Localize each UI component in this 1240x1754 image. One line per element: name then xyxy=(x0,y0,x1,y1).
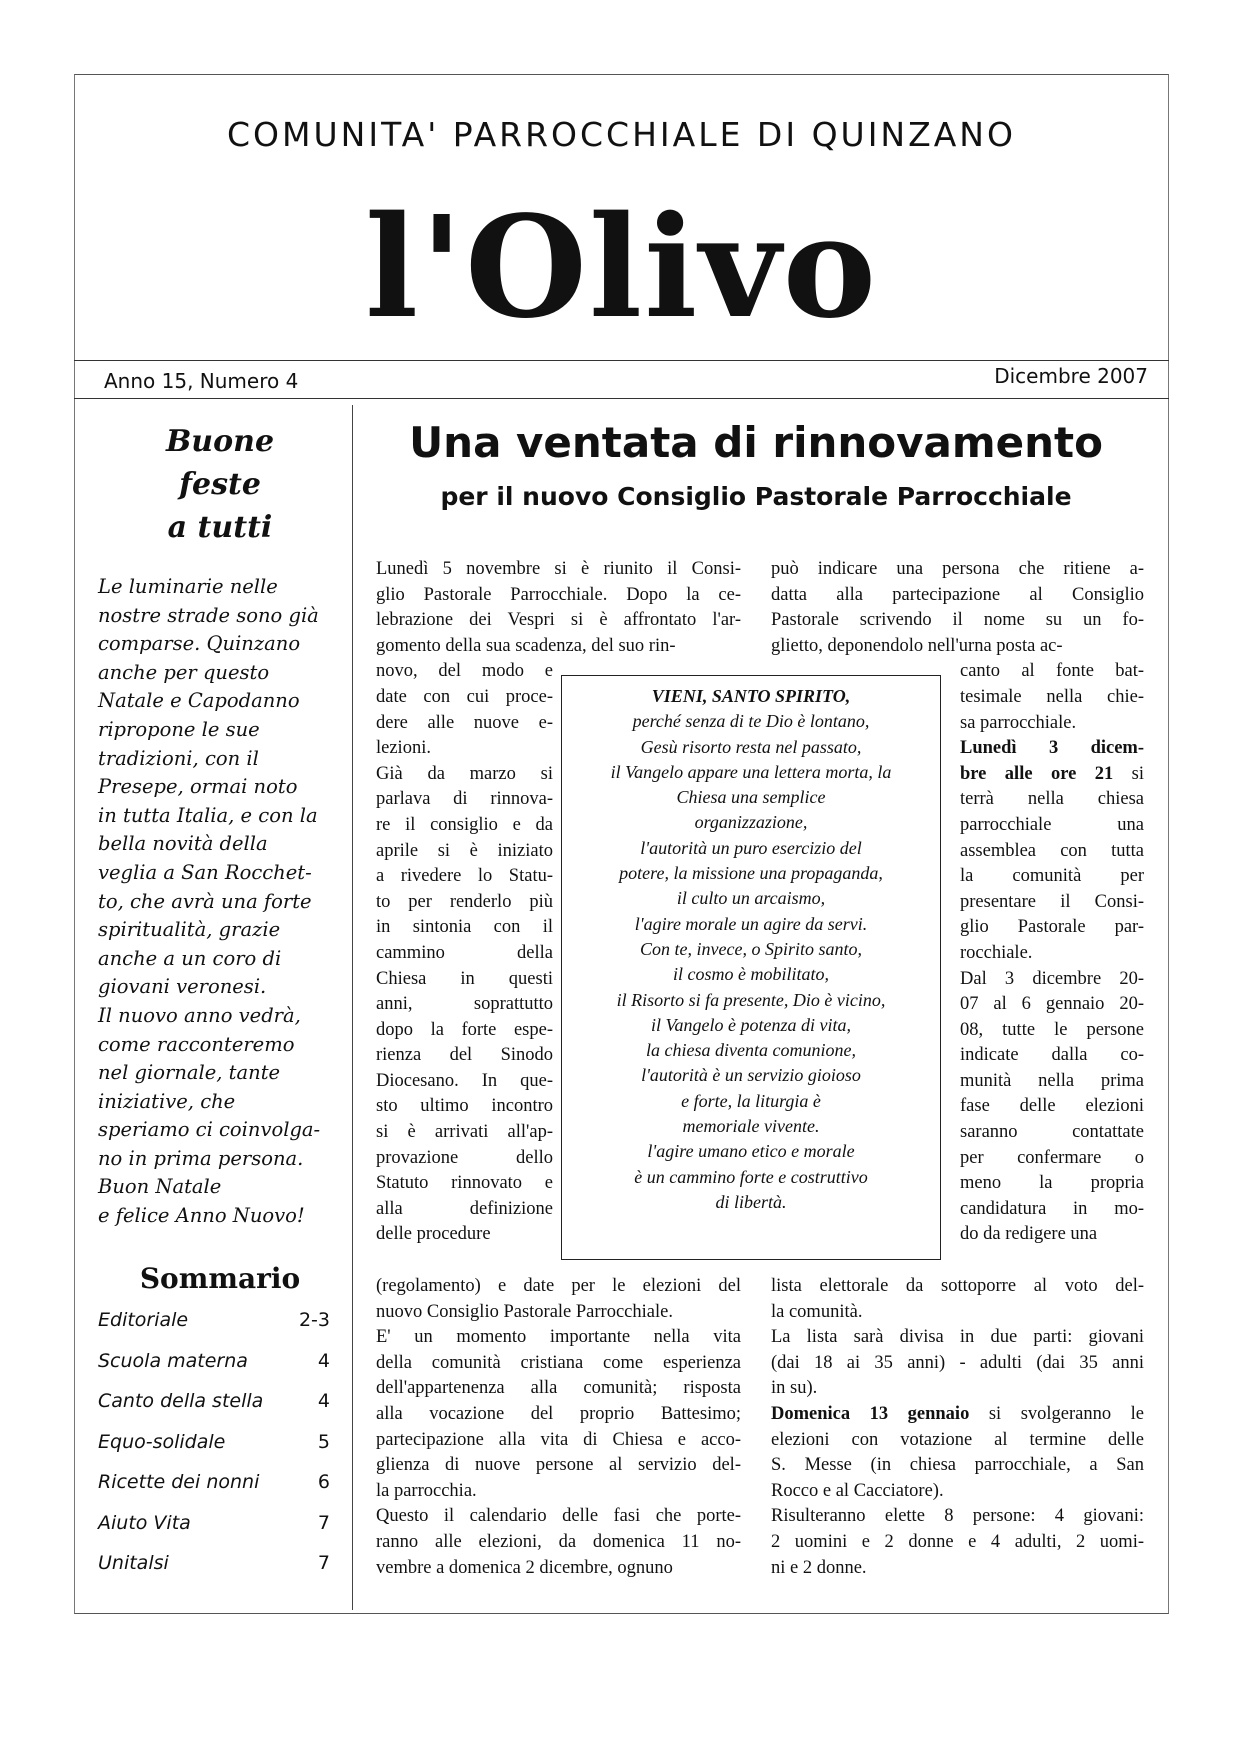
article-line: tesimale nella chie- xyxy=(960,686,1144,707)
summary-page: 5 xyxy=(317,1430,330,1453)
article-line: S. Messe (in chiesa parrocchiale, a San xyxy=(771,1455,1144,1476)
prayer-line: la chiesa diventa comunione, xyxy=(646,1040,856,1061)
editorial-line: giovani veronesi. xyxy=(98,975,267,999)
greeting-line: feste xyxy=(179,467,261,502)
summary-page: 6 xyxy=(317,1471,330,1493)
prayer-line: organizzazione, xyxy=(694,812,808,833)
editorial-line: anche per questo xyxy=(98,660,270,684)
prayer-line: il Vangelo è potenza di vita, xyxy=(651,1014,851,1035)
prayer-line: di libertà. xyxy=(715,1191,787,1212)
article-line: munità nella prima xyxy=(960,1070,1144,1091)
article-line: lista elettorale da sottoporre al voto del- xyxy=(771,1276,1144,1296)
summary-item xyxy=(98,1422,330,1463)
article-line: Lunedì 5 novembre si è riunito il Consi- xyxy=(376,559,741,579)
article-line: canto al fonte bat- xyxy=(960,661,1144,682)
article-line: terrà nella chiesa xyxy=(960,789,1144,810)
editorial-line: come racconteremo xyxy=(98,1032,295,1056)
article-line: rienza del Sinodo xyxy=(376,1045,553,1066)
article-line: Statuto rinnovato e xyxy=(376,1173,553,1194)
summary-item xyxy=(98,1341,330,1382)
prayer-line: l'agire morale un agire da servi. xyxy=(634,913,868,934)
editorial-line: spiritualità, grazie xyxy=(98,918,281,942)
editorial-line: ripropone le sue xyxy=(98,717,260,741)
article-line: date con cui proce- xyxy=(376,686,553,707)
article-subheadline: per il nuovo Consiglio Pastorale Parrocchiale xyxy=(440,482,1072,511)
editorial-line: Presepe, ormai noto xyxy=(98,775,298,799)
article-line: 08, tutte le persone xyxy=(960,1019,1144,1040)
article-line: sa parrocchiale. xyxy=(960,712,1077,733)
article-line: si è arrivati all'ap- xyxy=(376,1122,553,1143)
article-line: glio Pastorale par- xyxy=(960,917,1144,938)
editorial-line: veglia a San Rocchet- xyxy=(98,860,312,884)
article-line: dere alle nuove e- xyxy=(376,712,553,733)
article-line: Risulteranno elette 8 persone: 4 giovani: xyxy=(771,1506,1144,1527)
summary-label: Canto della stella xyxy=(98,1390,264,1412)
article-column-1-narrow xyxy=(376,659,553,1248)
prayer-line: e forte, la liturgia è xyxy=(681,1090,821,1111)
prayer-line: l'autorità è un servizio gioioso xyxy=(641,1065,861,1086)
article-line: novo, del modo e xyxy=(376,661,553,682)
editorial-line: speriamo ci coinvolga- xyxy=(98,1118,321,1142)
organization-name: COMUNITA' PARROCCHIALE DI QUINZANO xyxy=(227,115,1016,154)
editorial-line: no in prima persona. xyxy=(98,1146,304,1170)
article-line: ranno alle elezioni, da domenica 11 no- xyxy=(376,1531,741,1552)
article-line: fase delle elezioni xyxy=(960,1096,1144,1117)
prayer-line: il culto un arcaismo, xyxy=(676,888,826,909)
masthead-divider xyxy=(74,360,1169,361)
article-line: glietto, deponendolo nell'urna posta ac- xyxy=(771,635,1063,656)
article-line: ni e 2 donne. xyxy=(771,1557,867,1578)
article-line: vembre a domenica 2 dicembre, ognuno xyxy=(376,1557,673,1578)
assembly-date: Lunedì 3 dicem- xyxy=(960,738,1144,759)
editorial-line: to, che avrà una forte xyxy=(98,889,312,913)
article-line: 07 al 6 gennaio 20- xyxy=(960,994,1144,1015)
article-line: assemblea con tutta xyxy=(960,840,1144,861)
article-line: per confermare o xyxy=(960,1147,1144,1168)
article-line: parrocchiale una xyxy=(960,814,1144,835)
article-line: (regolamento) e date per le elezioni del xyxy=(376,1276,741,1296)
article-column-2-top xyxy=(771,557,1144,659)
issue-divider xyxy=(74,398,1169,399)
article-column-1-bottom xyxy=(376,1274,741,1581)
prayer-line: Chiesa una semplice xyxy=(676,787,826,808)
article-line: dell'appartenenza alla comunità; risposta xyxy=(376,1378,741,1399)
summary-item xyxy=(98,1543,330,1584)
summary-label: Equo-solidale xyxy=(98,1430,226,1453)
article-line: Pastorale scrivendo il nome su un fo- xyxy=(771,610,1144,631)
editorial-line: in tutta Italia, e con la xyxy=(98,803,318,827)
article-line: partecipazione alla vita di Chiesa e acco- xyxy=(376,1429,741,1450)
article-line: la parrocchia. xyxy=(376,1480,477,1501)
editorial-line: Buon Natale xyxy=(98,1175,222,1199)
prayer-line: Con te, invece, o Spirito santo, xyxy=(640,938,862,959)
summary-page: 4 xyxy=(317,1390,330,1412)
summary-page: 7 xyxy=(317,1552,330,1574)
assembly-time: bre alle ore 21 xyxy=(960,763,1114,784)
article-line: nuovo Consiglio Pastorale Parrocchiale. xyxy=(376,1301,673,1322)
article-line: della comunità cristiana come esperienza xyxy=(376,1352,741,1373)
table-of-contents xyxy=(98,1300,330,1584)
prayer-line: memoriale vivente. xyxy=(682,1116,820,1137)
article-line: meno la propria xyxy=(960,1173,1144,1194)
article-line: lebrazione dei Vespri si è affrontato l'ar- xyxy=(376,610,741,631)
prayer-line: potere, la missione una propaganda, xyxy=(619,863,883,884)
article-line: datta alla partecipazione al Consiglio xyxy=(771,584,1144,605)
sidebar-editorial xyxy=(98,573,330,1231)
article-line: (dai 18 ai 35 anni) - adulti (dai 35 anni xyxy=(771,1352,1144,1373)
editorial-line: nostre strade sono già xyxy=(98,603,319,627)
article-line: rocchiale. xyxy=(960,942,1033,963)
prayer-line: perché senza di te Dio è lontano, xyxy=(632,711,870,732)
prayer-box xyxy=(561,675,941,1260)
summary-item xyxy=(98,1300,330,1341)
prayer-line: il Vangelo appare una lettera morta, la xyxy=(610,761,892,782)
summary-page: 4 xyxy=(317,1349,330,1372)
article-line: E' un momento importante nella vita xyxy=(376,1327,741,1348)
article-line: a rivedere lo Statu- xyxy=(376,866,553,887)
summary-item xyxy=(98,1381,330,1422)
article-line: Questo il calendario delle fasi che porte- xyxy=(376,1506,741,1527)
article-line: re il consiglio e da xyxy=(376,814,553,835)
article-line: in su). xyxy=(771,1378,818,1399)
article-line: aprile si è iniziato xyxy=(376,840,553,861)
article-line: to per renderlo più xyxy=(376,891,553,912)
editorial-line: bella novità della xyxy=(98,832,268,856)
summary-page: 2-3 xyxy=(298,1309,330,1331)
article-line: glienza di nuove persone al servizio del- xyxy=(376,1455,741,1476)
article-column-2-bottom xyxy=(771,1274,1144,1581)
article-line: Dal 3 dicembre 20- xyxy=(960,968,1144,989)
summary-title: Sommario xyxy=(139,1262,301,1295)
article-line: provazione dello xyxy=(376,1147,553,1168)
summary-label: Unitalsi xyxy=(98,1552,169,1574)
newspaper-title: l'Olivo xyxy=(364,186,879,350)
editorial-line: iniziative, che xyxy=(98,1089,236,1113)
election-date-rest: si svolgeranno le xyxy=(969,1403,1144,1424)
article-line: in sintonia con il xyxy=(376,917,553,938)
article-line: indicate dalla co- xyxy=(960,1045,1144,1066)
prayer-line: l'agire umano etico e morale xyxy=(647,1141,855,1162)
prayer-line: l'autorità un puro esercizio del xyxy=(640,837,862,858)
prayer-line: il cosmo è mobilitato, xyxy=(673,964,829,985)
article-line: Diocesano. In que- xyxy=(376,1070,553,1091)
article-line: do da redigere una xyxy=(960,1224,1098,1245)
article-line: Chiesa in questi xyxy=(376,968,553,989)
election-date: Domenica 13 gennaio xyxy=(771,1403,970,1424)
article-line: presentare il Consi- xyxy=(960,891,1144,912)
assembly-time-rest: si xyxy=(1113,763,1144,784)
editorial-line: anche a un coro di xyxy=(98,946,282,970)
editorial-line: e felice Anno Nuovo! xyxy=(98,1204,305,1228)
article-line: 2 uomini e 2 donne e 4 adulti, 2 uomi- xyxy=(771,1531,1144,1552)
article-line: lezioni. xyxy=(376,738,431,759)
article-line: delle procedure xyxy=(376,1224,491,1245)
season-greeting xyxy=(90,420,350,549)
article-line: la comunità. xyxy=(771,1301,863,1322)
article-line: alla vocazione del proprio Battesimo; xyxy=(376,1403,741,1424)
summary-label: Scuola materna xyxy=(98,1349,248,1372)
article-line: cammino della xyxy=(376,942,553,963)
editorial-line: nel giornale, tante xyxy=(98,1061,281,1085)
greeting-line: Buone xyxy=(165,424,275,459)
article-line: anni, soprattutto xyxy=(376,994,553,1015)
article-line: la comunità per xyxy=(960,866,1144,887)
editorial-line: Le luminarie nelle xyxy=(98,575,278,598)
article-column-1-top xyxy=(376,557,741,659)
article-line: dopo la forte espe- xyxy=(376,1019,553,1040)
article-line: glio Pastorale Parrocchiale. Dopo la ce- xyxy=(376,584,741,605)
summary-item xyxy=(98,1462,330,1503)
article-line: Rocco e al Cacciatore). xyxy=(771,1480,944,1501)
article-line: La lista sarà divisa in due parti: giovani xyxy=(771,1327,1144,1348)
article-column-2-narrow xyxy=(960,659,1144,1248)
summary-label: Ricette dei nonni xyxy=(98,1471,260,1493)
issue-date: Dicembre 2007 xyxy=(994,364,1148,388)
article-line: parlava di rinnova- xyxy=(376,789,553,810)
article-line: può indicare una persona che ritiene a- xyxy=(771,559,1144,579)
editorial-line: tradizioni, con il xyxy=(98,746,259,770)
greeting-line: a tutti xyxy=(167,510,273,545)
article-line: Già da marzo si xyxy=(376,763,553,784)
article-line: saranno contattate xyxy=(960,1122,1144,1143)
article-line: gomento della sua scadenza, del suo rin- xyxy=(376,635,676,656)
article-line: alla definizione xyxy=(376,1198,553,1219)
article-line: sto ultimo incontro xyxy=(376,1096,553,1117)
prayer-line: è un cammino forte e costruttivo xyxy=(634,1166,868,1187)
editorial-line: Il nuovo anno vedrà, xyxy=(98,1003,301,1027)
column-divider xyxy=(352,405,353,1610)
summary-label: Aiuto Vita xyxy=(98,1511,191,1534)
article-headline: Una ventata di rinnovamento xyxy=(409,418,1103,467)
issue-number: Anno 15, Numero 4 xyxy=(104,369,299,393)
summary-label: Editoriale xyxy=(98,1309,189,1331)
article-line: elezioni con votazione al termine delle xyxy=(771,1429,1144,1450)
prayer-line: Gesù risorto resta nel passato, xyxy=(640,736,862,757)
article-line: candidatura in mo- xyxy=(960,1198,1144,1219)
editorial-line: comparse. Quinzano xyxy=(98,632,301,656)
prayer-line: il Risorto si fa presente, Dio è vicino, xyxy=(616,989,886,1010)
prayer-title: VIENI, SANTO SPIRITO, xyxy=(651,686,851,706)
summary-page: 7 xyxy=(317,1511,330,1534)
editorial-line: Natale e Capodanno xyxy=(98,689,300,713)
summary-item xyxy=(98,1503,330,1544)
